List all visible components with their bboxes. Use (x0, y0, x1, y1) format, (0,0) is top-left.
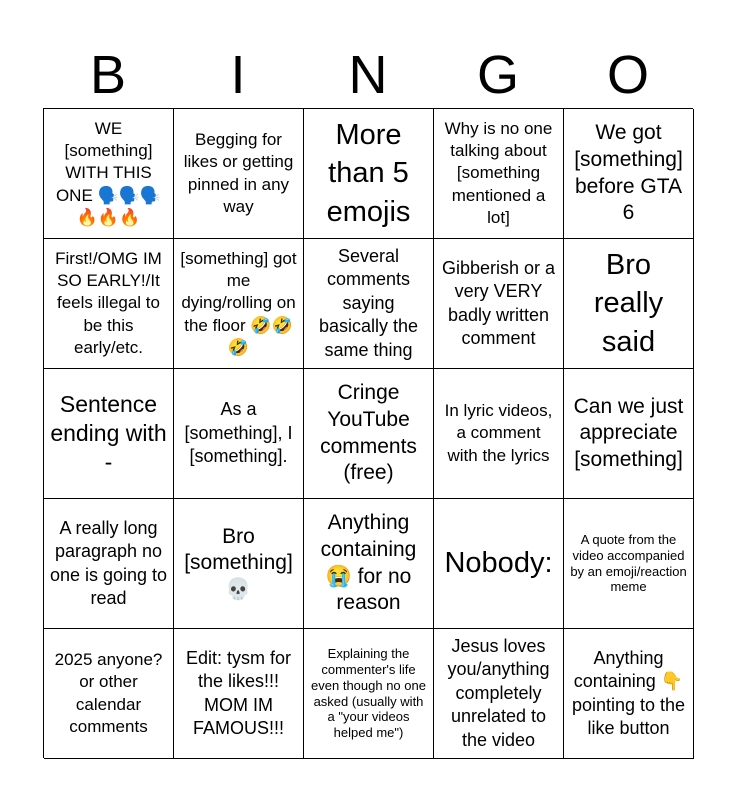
cell-text: Can we just appreciate [something] (573, 394, 684, 471)
bingo-cell-r5c2[interactable] (174, 629, 304, 759)
cell-text: First!/OMG IM SO EARLY!/It feels illegal to be this early/etc. (55, 249, 162, 357)
cell-text: Why is no one talking about [something mentioned a lot] (444, 119, 553, 227)
bingo-cell-r4c5[interactable] (564, 499, 694, 629)
cell-text: More than 5 emojis (326, 118, 411, 228)
bingo-header (43, 42, 693, 108)
bingo-cell-r1c5[interactable] (564, 109, 694, 239)
bingo-cell-r2c2[interactable] (174, 239, 304, 369)
bingo-cell-r4c2[interactable] (174, 499, 304, 629)
bingo-cell-r3c4[interactable] (434, 369, 564, 499)
cell-text: Bro [something] 💀 (184, 524, 293, 601)
cell-text: Cringe YouTube comments (free) (320, 381, 417, 485)
header-letter-i: I (230, 45, 246, 105)
bingo-cell-r3c1[interactable] (44, 369, 174, 499)
bingo-cell-r5c5[interactable] (564, 629, 694, 759)
bingo-cell-r1c3[interactable] (304, 109, 434, 239)
header-letter-o: O (606, 45, 649, 105)
cell-text: A quote from the video accompanied by an emoji/reaction meme (570, 531, 687, 595)
bingo-board (43, 108, 693, 758)
cell-text: Explaining the commenter's life even though no one asked (usually with a "your videos helped me") (311, 645, 426, 741)
bingo-cell-r3c2[interactable] (174, 369, 304, 499)
cell-text: [something] got me dying/rolling on the floor 🤣🤣🤣 (180, 249, 297, 357)
bingo-cell-r5c4[interactable] (434, 629, 564, 759)
bingo-cell-r2c3[interactable] (304, 239, 434, 369)
bingo-cell-r3c5[interactable] (564, 369, 694, 499)
bingo-cell-r1c4[interactable] (434, 109, 564, 239)
header-letter-g: G (476, 45, 519, 105)
cell-text: Begging for likes or getting pinned in any way (183, 130, 294, 216)
bingo-cell-r2c1[interactable] (44, 239, 174, 369)
cell-text: Sentence ending with - (50, 391, 167, 475)
cell-text: As a [something], I [something]. (184, 399, 293, 467)
bingo-cell-r3c3[interactable] (304, 369, 434, 499)
bingo-cell-r1c1[interactable] (44, 109, 174, 239)
cell-text: Jesus loves you/anything completely unrelated to the video (447, 636, 550, 750)
bingo-cell-r5c1[interactable] (44, 629, 174, 759)
cell-text: 2025 anyone? or other calendar comments (54, 650, 163, 736)
cell-text: In lyric videos, a comment with the lyrics (444, 401, 553, 465)
cell-text: Gibberish or a very VERY badly written comment (441, 257, 556, 348)
header-letter-n: N (348, 45, 388, 105)
bingo-cell-r4c3[interactable] (304, 499, 434, 629)
cell-text: Bro really said (593, 248, 664, 358)
cell-text: Nobody: (444, 547, 553, 580)
bingo-cell-r4c1[interactable] (44, 499, 174, 629)
cell-text: Several comments saying basically the same thing (318, 246, 419, 360)
cell-text: WE [something] WITH THIS ONE 🗣️🗣️🗣️🔥🔥🔥 (55, 119, 162, 227)
header-letter-b: B (89, 45, 127, 105)
bingo-cell-r2c4[interactable] (434, 239, 564, 369)
bingo-cell-r5c3[interactable] (304, 629, 434, 759)
cell-text: We got [something] before GTA 6 (574, 121, 683, 225)
bingo-cell-r2c5[interactable] (564, 239, 694, 369)
cell-text: Anything containing 😭 for no reason (320, 511, 417, 615)
cell-text: Anything containing 👇 pointing to the like button (571, 647, 686, 738)
cell-text: Edit: tysm for the likes!!! MOM IM FAMOUS!!! (185, 647, 292, 738)
bingo-cell-r4c4[interactable] (434, 499, 564, 629)
bingo-cell-r1c2[interactable] (174, 109, 304, 239)
cell-text: A really long paragraph no one is going to read (49, 517, 168, 608)
